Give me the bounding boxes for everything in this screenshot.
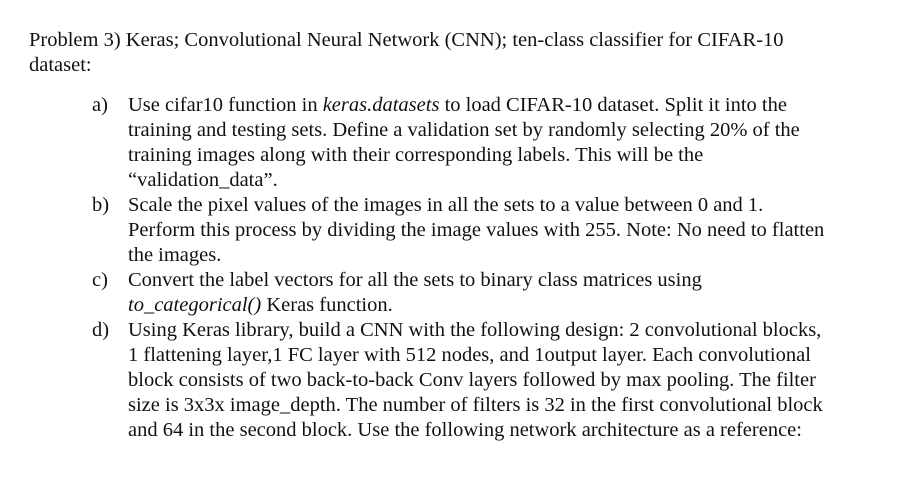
item-marker: b) xyxy=(92,194,110,216)
item-text-line xyxy=(128,293,868,318)
problem-title xyxy=(29,28,876,78)
item-text-line xyxy=(128,243,868,268)
title-line-1: Problem 3) Keras; Convolutional Neural Network (CNN); ten-class classifier for CIFAR-10 xyxy=(29,29,784,51)
item-text-line xyxy=(128,343,868,368)
text-run: training and testing sets. Define a validation set by randomly selecting 20% of the xyxy=(128,119,800,141)
text-run: “validation_data”. xyxy=(128,169,278,191)
text-run: Use cifar10 function in xyxy=(128,94,323,116)
item-text xyxy=(128,318,868,443)
text-run: 1 flattening layer,1 FC layer with 512 nodes, and 1output layer. Each convolutional xyxy=(128,344,811,366)
item-marker: d) xyxy=(92,319,110,341)
text-run: Perform this process by dividing the image values with 255. Note: No need to flatten xyxy=(128,219,825,241)
list-item xyxy=(29,93,876,193)
item-text-line xyxy=(128,143,868,168)
problem-items-list xyxy=(29,93,876,443)
list-item xyxy=(29,318,876,443)
text-run: training images along with their corresponding labels. This will be the xyxy=(128,144,704,166)
item-text-line xyxy=(128,418,868,443)
italic-code-run: to_categorical() xyxy=(128,294,262,316)
item-text xyxy=(128,268,868,318)
text-run: size is 3x3x image_depth. The number of filters is 32 in the first convolutional block xyxy=(128,394,823,416)
text-run: Keras function. xyxy=(261,294,393,316)
text-run: Scale the pixel values of the images in all the sets to a value between 0 and 1. xyxy=(128,194,764,216)
text-run: Convert the label vectors for all the sets to binary class matrices using xyxy=(128,269,702,291)
item-text xyxy=(128,193,868,268)
item-text-line xyxy=(128,168,868,193)
item-text xyxy=(128,93,868,193)
item-marker: c) xyxy=(92,269,108,291)
item-marker: a) xyxy=(92,94,108,116)
italic-code-run: keras.datasets xyxy=(322,94,440,116)
list-item xyxy=(29,268,876,318)
text-run: the images. xyxy=(128,244,222,266)
item-text-line xyxy=(128,268,868,293)
text-run: to load CIFAR-10 dataset. Split it into the xyxy=(439,94,787,116)
text-run: Using Keras library, build a CNN with the following design: 2 convolutional blocks, xyxy=(128,319,822,341)
text-run: and 64 in the second block. Use the following network architecture as a reference: xyxy=(128,419,802,441)
item-text-line xyxy=(128,193,868,218)
item-text-line xyxy=(128,118,868,143)
item-text-line xyxy=(128,218,868,243)
list-item xyxy=(29,193,876,268)
item-text-line xyxy=(128,318,868,343)
title-line-2: dataset: xyxy=(29,54,92,76)
item-text-line xyxy=(128,393,868,418)
item-text-line xyxy=(128,368,868,393)
item-text-line xyxy=(128,93,868,118)
text-run: block consists of two back-to-back Conv layers followed by max pooling. The filter xyxy=(128,369,816,391)
